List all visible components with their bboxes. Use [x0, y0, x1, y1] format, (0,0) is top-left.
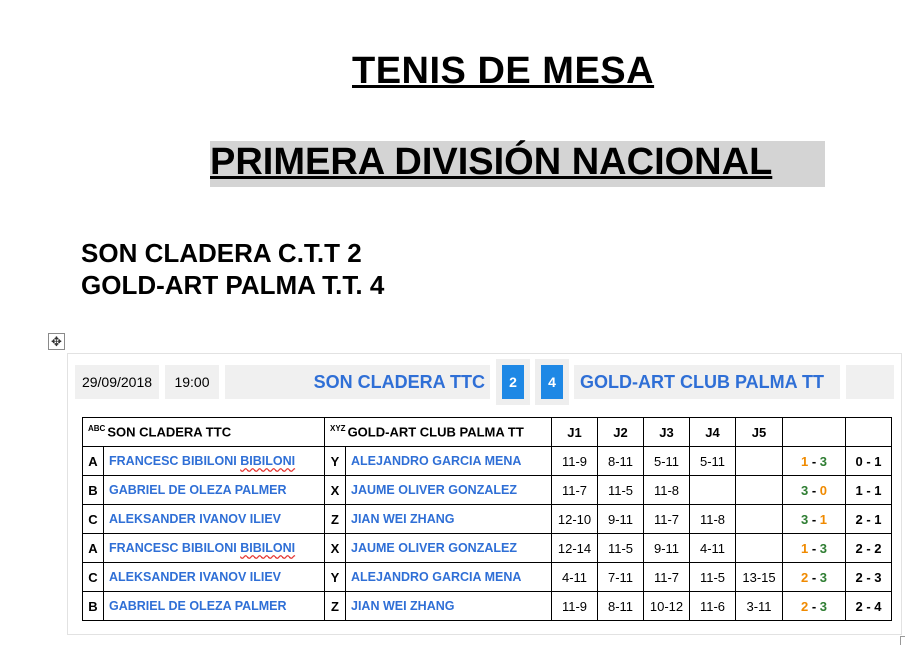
match-score: 1 - 1 [846, 476, 892, 505]
games-score: 2 - 3 [783, 563, 846, 592]
resize-corner [900, 636, 905, 645]
home-slot: A [83, 534, 104, 563]
set-score: 11-7 [644, 563, 690, 592]
home-player: ALEKSANDER IVANOV ILIEV [104, 505, 325, 534]
match-score: 2 - 4 [846, 592, 892, 621]
set-header: J4 [690, 418, 736, 447]
home-player: FRANCESC BIBILONI BIBILONI [104, 447, 325, 476]
games-score: 1 - 3 [783, 534, 846, 563]
away-slot: X [325, 476, 346, 505]
table-row [83, 592, 892, 621]
page-title: TENIS DE MESA [352, 50, 655, 92]
set-score [736, 505, 783, 534]
match-score: 0 - 1 [846, 447, 892, 476]
home-header: $^{ABC}$ SON CLADERA TTC [83, 418, 325, 447]
match-score-header [846, 418, 892, 447]
match-score: 2 - 3 [846, 563, 892, 592]
set-score: 10-12 [644, 592, 690, 621]
set-score: 11-5 [598, 476, 644, 505]
set-score: 8-11 [598, 447, 644, 476]
set-score: 7-11 [598, 563, 644, 592]
matches-table [82, 417, 892, 621]
set-score: 5-11 [690, 447, 736, 476]
home-team-name: SON CLADERA TTC [225, 365, 490, 399]
table-row [83, 476, 892, 505]
games-score: 2 - 3 [783, 592, 846, 621]
set-header: J5 [736, 418, 783, 447]
games-score: 1 - 3 [783, 447, 846, 476]
games-score: 3 - 1 [783, 505, 846, 534]
set-score [736, 534, 783, 563]
set-score: 12-14 [552, 534, 598, 563]
away-player: ALEJANDRO GARCIA MENA [346, 447, 552, 476]
home-slot: A [83, 447, 104, 476]
match-score: 2 - 1 [846, 505, 892, 534]
home-score-badge: 2 [502, 365, 524, 399]
set-score: 8-11 [598, 592, 644, 621]
away-slot: Y [325, 563, 346, 592]
away-slot: X [325, 534, 346, 563]
set-score [736, 476, 783, 505]
move-icon[interactable]: ✥ [48, 333, 65, 350]
set-score: 11-8 [690, 505, 736, 534]
match-date: 29/09/2018 [75, 365, 159, 399]
home-slot: B [83, 476, 104, 505]
set-score: 4-11 [690, 534, 736, 563]
set-score: 4-11 [552, 563, 598, 592]
table-header-row [83, 418, 892, 447]
set-score: 9-11 [598, 505, 644, 534]
match-score: 2 - 2 [846, 534, 892, 563]
set-score: 11-9 [552, 592, 598, 621]
result-away: GOLD-ART PALMA T.T. 4 [81, 270, 385, 300]
home-slot: B [83, 592, 104, 621]
set-score: 5-11 [644, 447, 690, 476]
away-player: JAUME OLIVER GONZALEZ [346, 476, 552, 505]
set-score: 13-15 [736, 563, 783, 592]
set-score: 3-11 [736, 592, 783, 621]
set-header: J3 [644, 418, 690, 447]
table-row [83, 447, 892, 476]
away-slot: Z [325, 505, 346, 534]
away-header: $^{XYZ}$ GOLD-ART CLUB PALMA TT [325, 418, 552, 447]
division-title: PRIMERA DIVISIÓN NACIONAL [210, 141, 773, 183]
home-slot: C [83, 563, 104, 592]
blank-chip [846, 365, 894, 399]
away-slot: Z [325, 592, 346, 621]
away-score-badge: 4 [541, 365, 563, 399]
home-player: GABRIEL DE OLEZA PALMER [104, 592, 325, 621]
table-row [83, 505, 892, 534]
away-slot: Y [325, 447, 346, 476]
table-row [83, 563, 892, 592]
home-player: GABRIEL DE OLEZA PALMER [104, 476, 325, 505]
games-score: 3 - 0 [783, 476, 846, 505]
away-player: JIAN WEI ZHANG [346, 505, 552, 534]
set-score [736, 447, 783, 476]
table-row [83, 534, 892, 563]
away-player: JIAN WEI ZHANG [346, 592, 552, 621]
set-score: 11-6 [690, 592, 736, 621]
set-header: J2 [598, 418, 644, 447]
away-team-name: GOLD-ART CLUB PALMA TT [574, 365, 840, 399]
set-score: 12-10 [552, 505, 598, 534]
set-score: 11-5 [598, 534, 644, 563]
home-player: ALEKSANDER IVANOV ILIEV [104, 563, 325, 592]
set-score: 11-5 [690, 563, 736, 592]
away-player: ALEJANDRO GARCIA MENA [346, 563, 552, 592]
set-score: 11-7 [552, 476, 598, 505]
set-score: 11-8 [644, 476, 690, 505]
away-player: JAUME OLIVER GONZALEZ [346, 534, 552, 563]
result-home: SON CLADERA C.T.T 2 [81, 238, 362, 268]
games-header [783, 418, 846, 447]
home-player: FRANCESC BIBILONI BIBILONI [104, 534, 325, 563]
set-score: 11-9 [552, 447, 598, 476]
match-time: 19:00 [165, 365, 219, 399]
home-slot: C [83, 505, 104, 534]
set-score [690, 476, 736, 505]
set-header: J1 [552, 418, 598, 447]
set-score: 9-11 [644, 534, 690, 563]
set-score: 11-7 [644, 505, 690, 534]
